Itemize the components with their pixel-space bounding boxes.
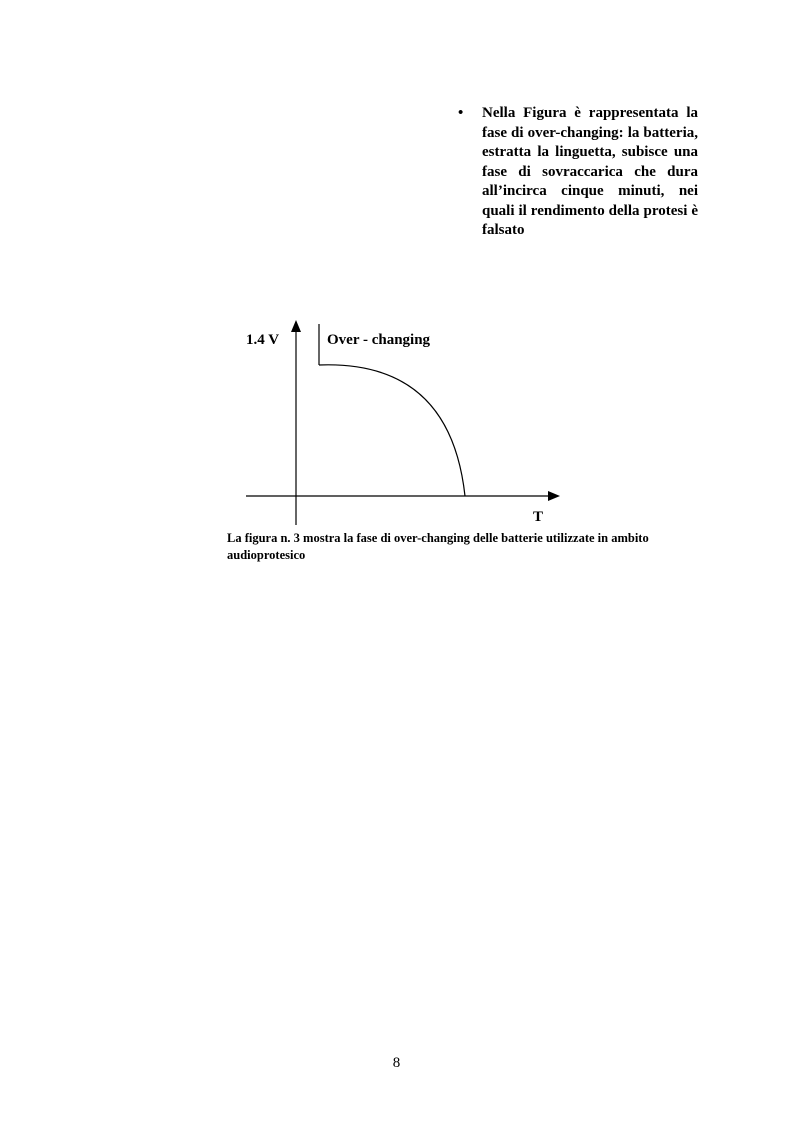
y-axis-label: 1.4 V <box>246 332 280 348</box>
over-changing-diagram <box>230 310 590 530</box>
figure-caption: La figura n. 3 mostra la fase di over-changing delle batterie utilizzate in ambito audioprotesico <box>227 531 649 562</box>
x-axis-label: T <box>533 509 544 525</box>
x-axis-arrow <box>548 491 560 501</box>
bullet-symbol: • <box>458 105 464 121</box>
discharge-curve <box>319 365 465 496</box>
bullet-paragraph: Nella Figura è rappresentata la fase di over-changing: la batteria, estratta la linguetta, subisce una fase di sovraccarica che dura all’incirca cinque minuti, nei quali il rendimento della protesi è falsato <box>482 105 698 238</box>
over-changing-figure <box>230 310 590 530</box>
curve-label: Over - changing <box>327 332 431 348</box>
y-axis-arrow <box>291 320 301 332</box>
page-number: 8 <box>392 1055 401 1071</box>
